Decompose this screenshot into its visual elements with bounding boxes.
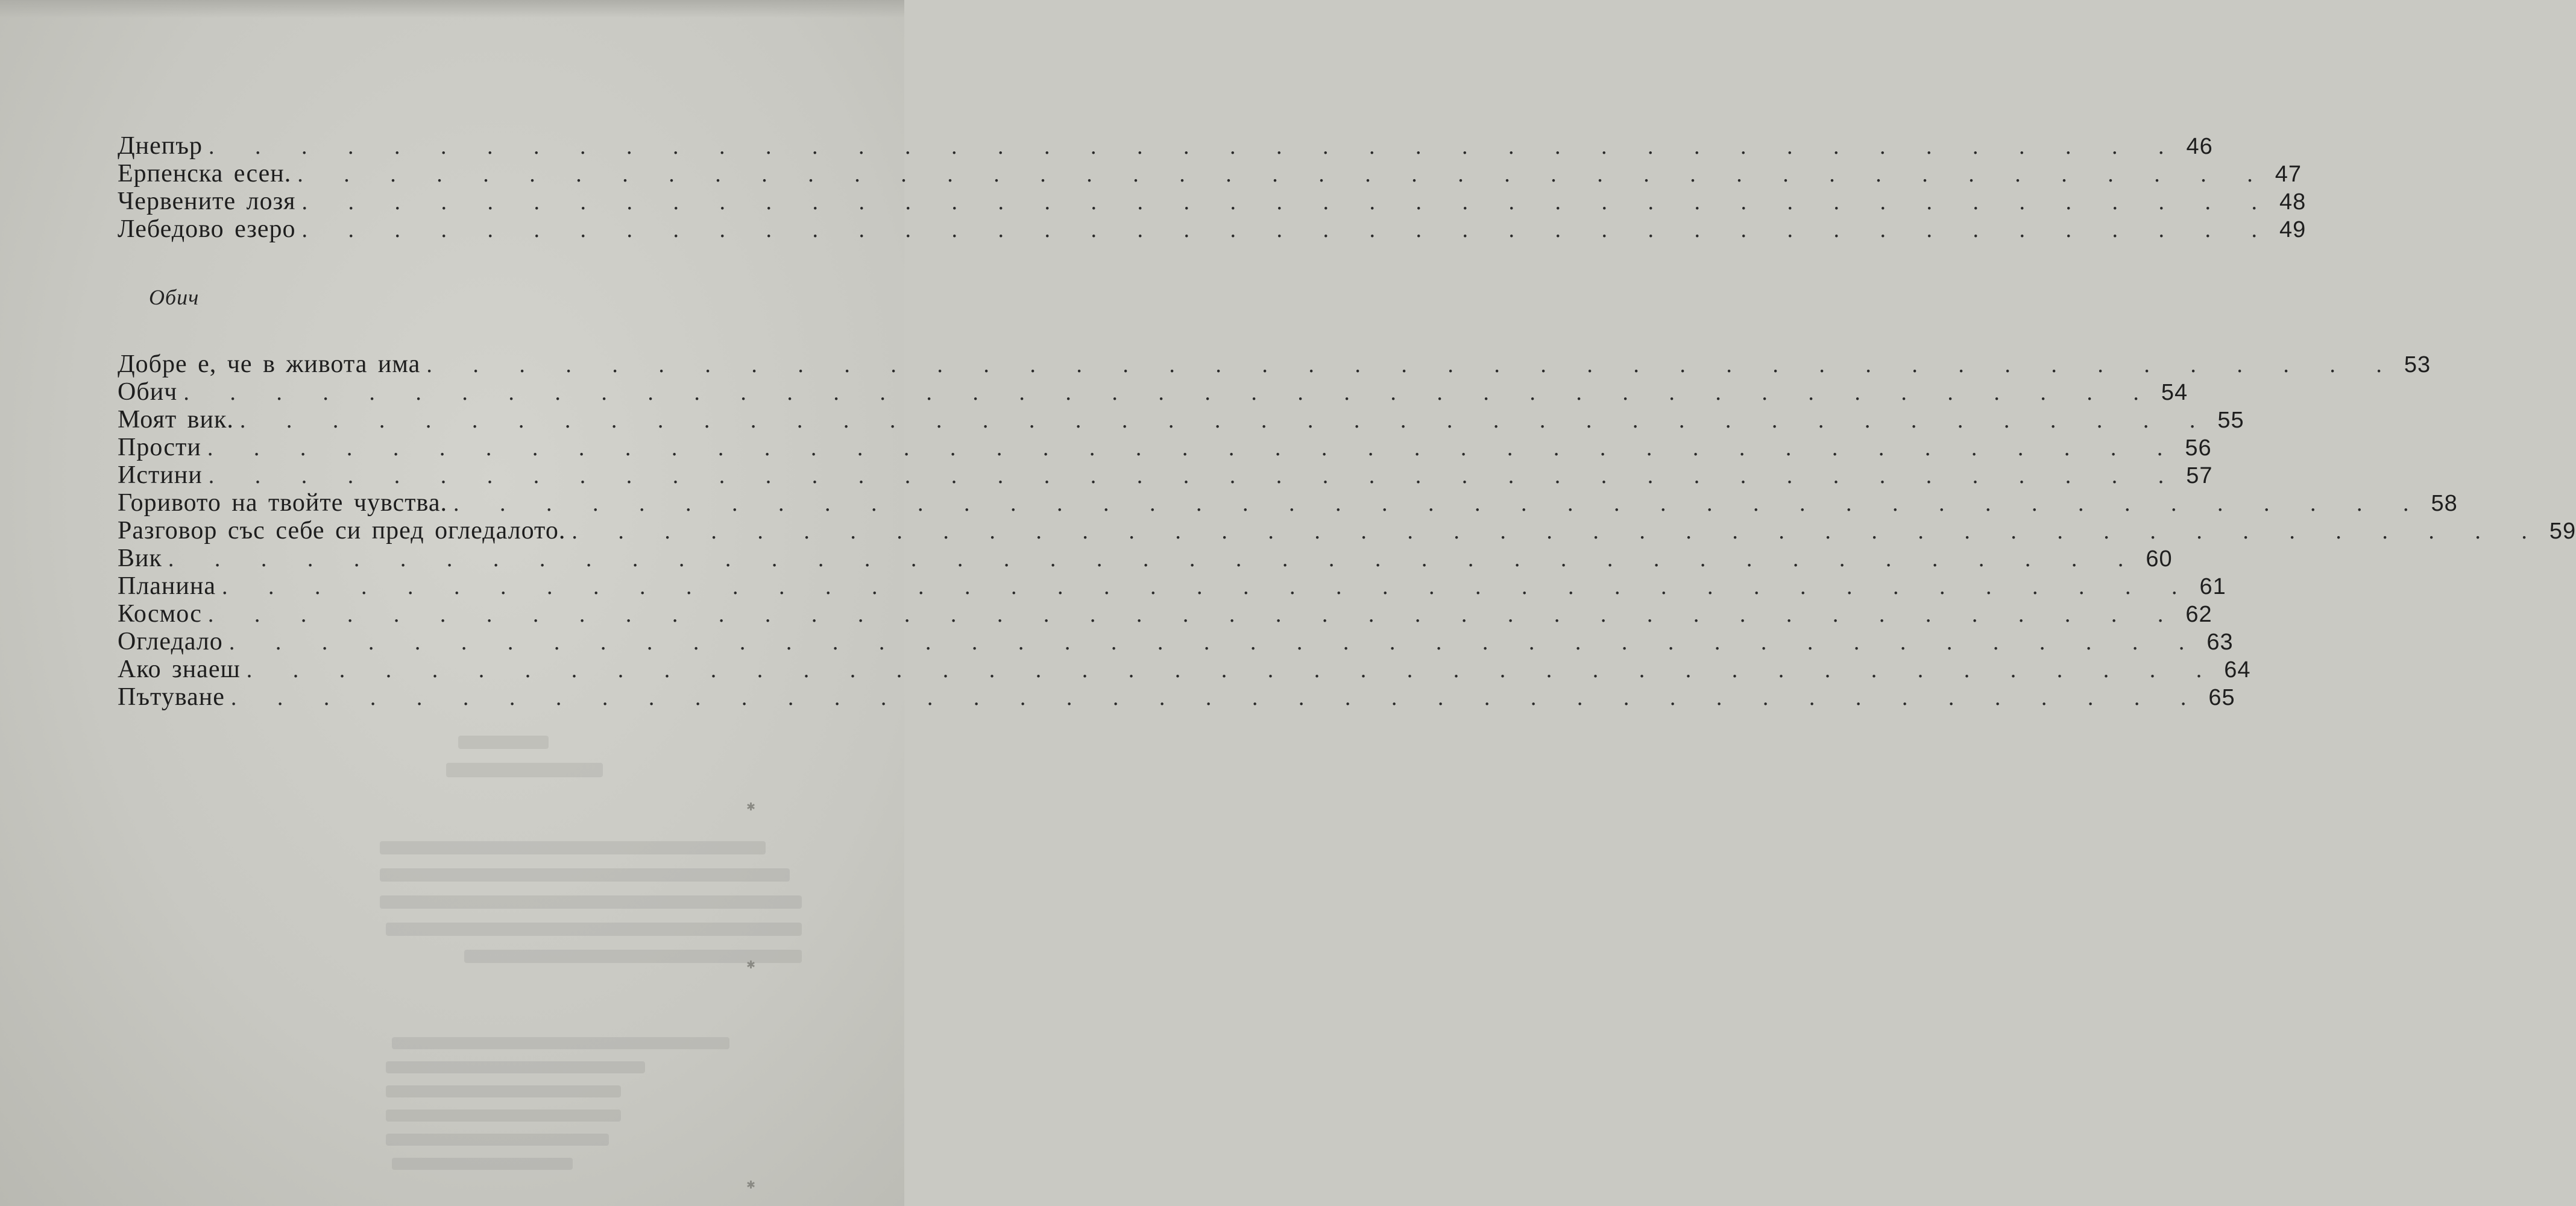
- toc-dot-leader: . . . . . . . . . . . . . . . . . . . . . . . . . . . . . . . . . . . . . . . . . . .: [453, 491, 2426, 516]
- toc-title: Разговор със себе си пред огледалото.: [118, 517, 566, 545]
- toc-page-number: 48: [2279, 189, 2307, 215]
- toc-page-number: 63: [2206, 630, 2234, 655]
- toc-page-number: 56: [2185, 435, 2212, 461]
- toc-row: [118, 377, 2188, 406]
- toc-page-number: 54: [2161, 380, 2188, 405]
- toc-row: [118, 159, 2302, 188]
- toc-dot-leader: . . . . . . . . . . . . . . . . . . . . . . . . . . . . . . . . . . . . . . . . . . .: [222, 574, 2195, 599]
- toc-row: [118, 461, 2213, 489]
- asterisk-mark-icon: ✱: [746, 1179, 756, 1191]
- toc-dot-leader: . . . . . . . . . . . . . . . . . . . . . . . . . . . . . . . . . . . . . . . . . . .: [246, 657, 2220, 683]
- toc-title: Ерпенска есен.: [118, 160, 292, 188]
- toc-page-number: 61: [2199, 574, 2226, 599]
- toc-title: Горивото на твойте чувства.: [118, 489, 447, 517]
- toc-row: [118, 405, 2244, 434]
- toc-title: Пътуване: [118, 683, 225, 711]
- toc-title: Огледало: [118, 628, 223, 655]
- toc-row: [118, 683, 2235, 711]
- toc-block-2: [118, 350, 2576, 711]
- page-top-shadow: [0, 0, 904, 18]
- toc-dot-leader: . . . . . . . . . . . . . . . . . . . . . . . . . . . . . . . . . . . . . . . . . . .: [228, 630, 2202, 655]
- toc-row: [118, 350, 2431, 378]
- toc-dot-leader: . . . . . . . . . . . . . . . . . . . . . . . . . . . . . . . . . . . . . . . . . . .: [230, 685, 2204, 710]
- toc-row: [118, 572, 2226, 600]
- toc-row: [118, 488, 2458, 517]
- toc-page-number: 55: [2217, 408, 2244, 433]
- toc-page-number: 57: [2186, 463, 2213, 488]
- toc-title: Моят вик.: [118, 406, 234, 434]
- toc-dot-leader: . . . . . . . . . . . . . . . . . . . . . . . . . . . . . . . . . . . . . . . . . . .: [301, 189, 2275, 215]
- toc-page-number: 58: [2431, 491, 2458, 516]
- toc-row: [118, 215, 2307, 243]
- toc-dot-leader: . . . . . . . . . . . . . . . . . . . . . . . . . . . . . . . . . . . . . . . . . . .: [239, 408, 2213, 433]
- toc-dot-leader: . . . . . . . . . . . . . . . . . . . . . . . . . . . . . . . . . . . . . . . . . . .: [572, 519, 2545, 544]
- toc-title: Прости: [118, 434, 201, 461]
- toc-dot-leader: . . . . . . . . . . . . . . . . . . . . . . . . . . . . . . . . . . . . . . . . . . .: [207, 602, 2181, 627]
- toc-page-number: 46: [2186, 134, 2213, 159]
- toc-title: Лебедово езеро: [118, 215, 296, 243]
- asterisk-mark-icon: ✱: [746, 959, 756, 971]
- toc-dot-leader: . . . . . . . . . . . . . . . . . . . . . . . . . . . . . . . . . . . . . . . . . . .: [168, 546, 2141, 572]
- toc-page-number: 53: [2404, 352, 2431, 377]
- toc-dot-leader: . . . . . . . . . . . . . . . . . . . . . . . . . . . . . . . . . . . . . . . . . . .: [208, 134, 2182, 159]
- toc-title: Вик: [118, 545, 162, 572]
- toc-dot-leader: . . . . . . . . . . . . . . . . . . . . . . . . . . . . . . . . . . . . . . . . . . .: [208, 463, 2182, 488]
- toc-page-number: 65: [2208, 685, 2235, 710]
- toc-title: Червените лозя: [118, 188, 296, 215]
- toc-title: Обич: [118, 378, 178, 406]
- toc-title: Космос: [118, 600, 202, 628]
- toc-block-1: [118, 131, 2307, 243]
- toc-row: [118, 627, 2234, 655]
- toc-page-number: 64: [2224, 657, 2251, 683]
- toc-row: [118, 544, 2173, 572]
- toc-dot-leader: . . . . . . . . . . . . . . . . . . . . . . . . . . . . . . . . . . . . . . . . . . .: [426, 352, 2399, 377]
- toc-page-number: 47: [2275, 162, 2302, 187]
- toc-row: [118, 187, 2307, 215]
- show-through-strokes: [259, 736, 802, 1194]
- asterisk-mark-icon: ✱: [746, 801, 756, 813]
- toc-title: Добре е, че в живота има: [118, 350, 421, 378]
- toc-row: [118, 516, 2576, 545]
- toc-title: Днепър: [118, 132, 203, 160]
- toc-row: [118, 131, 2213, 160]
- toc-title: Истини: [118, 461, 203, 489]
- toc-row: [118, 655, 2251, 683]
- toc-page-number: 49: [2279, 217, 2307, 242]
- toc-page-number: 59: [2549, 519, 2576, 544]
- toc-row: [118, 433, 2212, 461]
- toc-dot-leader: . . . . . . . . . . . . . . . . . . . . . . . . . . . . . . . . . . . . . . . . . . .: [207, 435, 2181, 461]
- toc-page-number: 60: [2146, 546, 2173, 572]
- toc-title: Планина: [118, 572, 216, 600]
- toc-row: [118, 599, 2212, 628]
- toc-page-number: 62: [2185, 602, 2212, 627]
- toc-dot-leader: . . . . . . . . . . . . . . . . . . . . . . . . . . . . . . . . . . . . . . . . . . .: [297, 162, 2270, 187]
- show-through-imprint: [259, 736, 802, 1194]
- toc-title: Ако знаеш: [118, 655, 241, 683]
- section-heading: Обич: [149, 285, 200, 309]
- toc-dot-leader: . . . . . . . . . . . . . . . . . . . . . . . . . . . . . . . . . . . . . . . . . . .: [301, 217, 2275, 242]
- toc-dot-leader: . . . . . . . . . . . . . . . . . . . . . . . . . . . . . . . . . . . . . . . . . . .: [183, 380, 2156, 405]
